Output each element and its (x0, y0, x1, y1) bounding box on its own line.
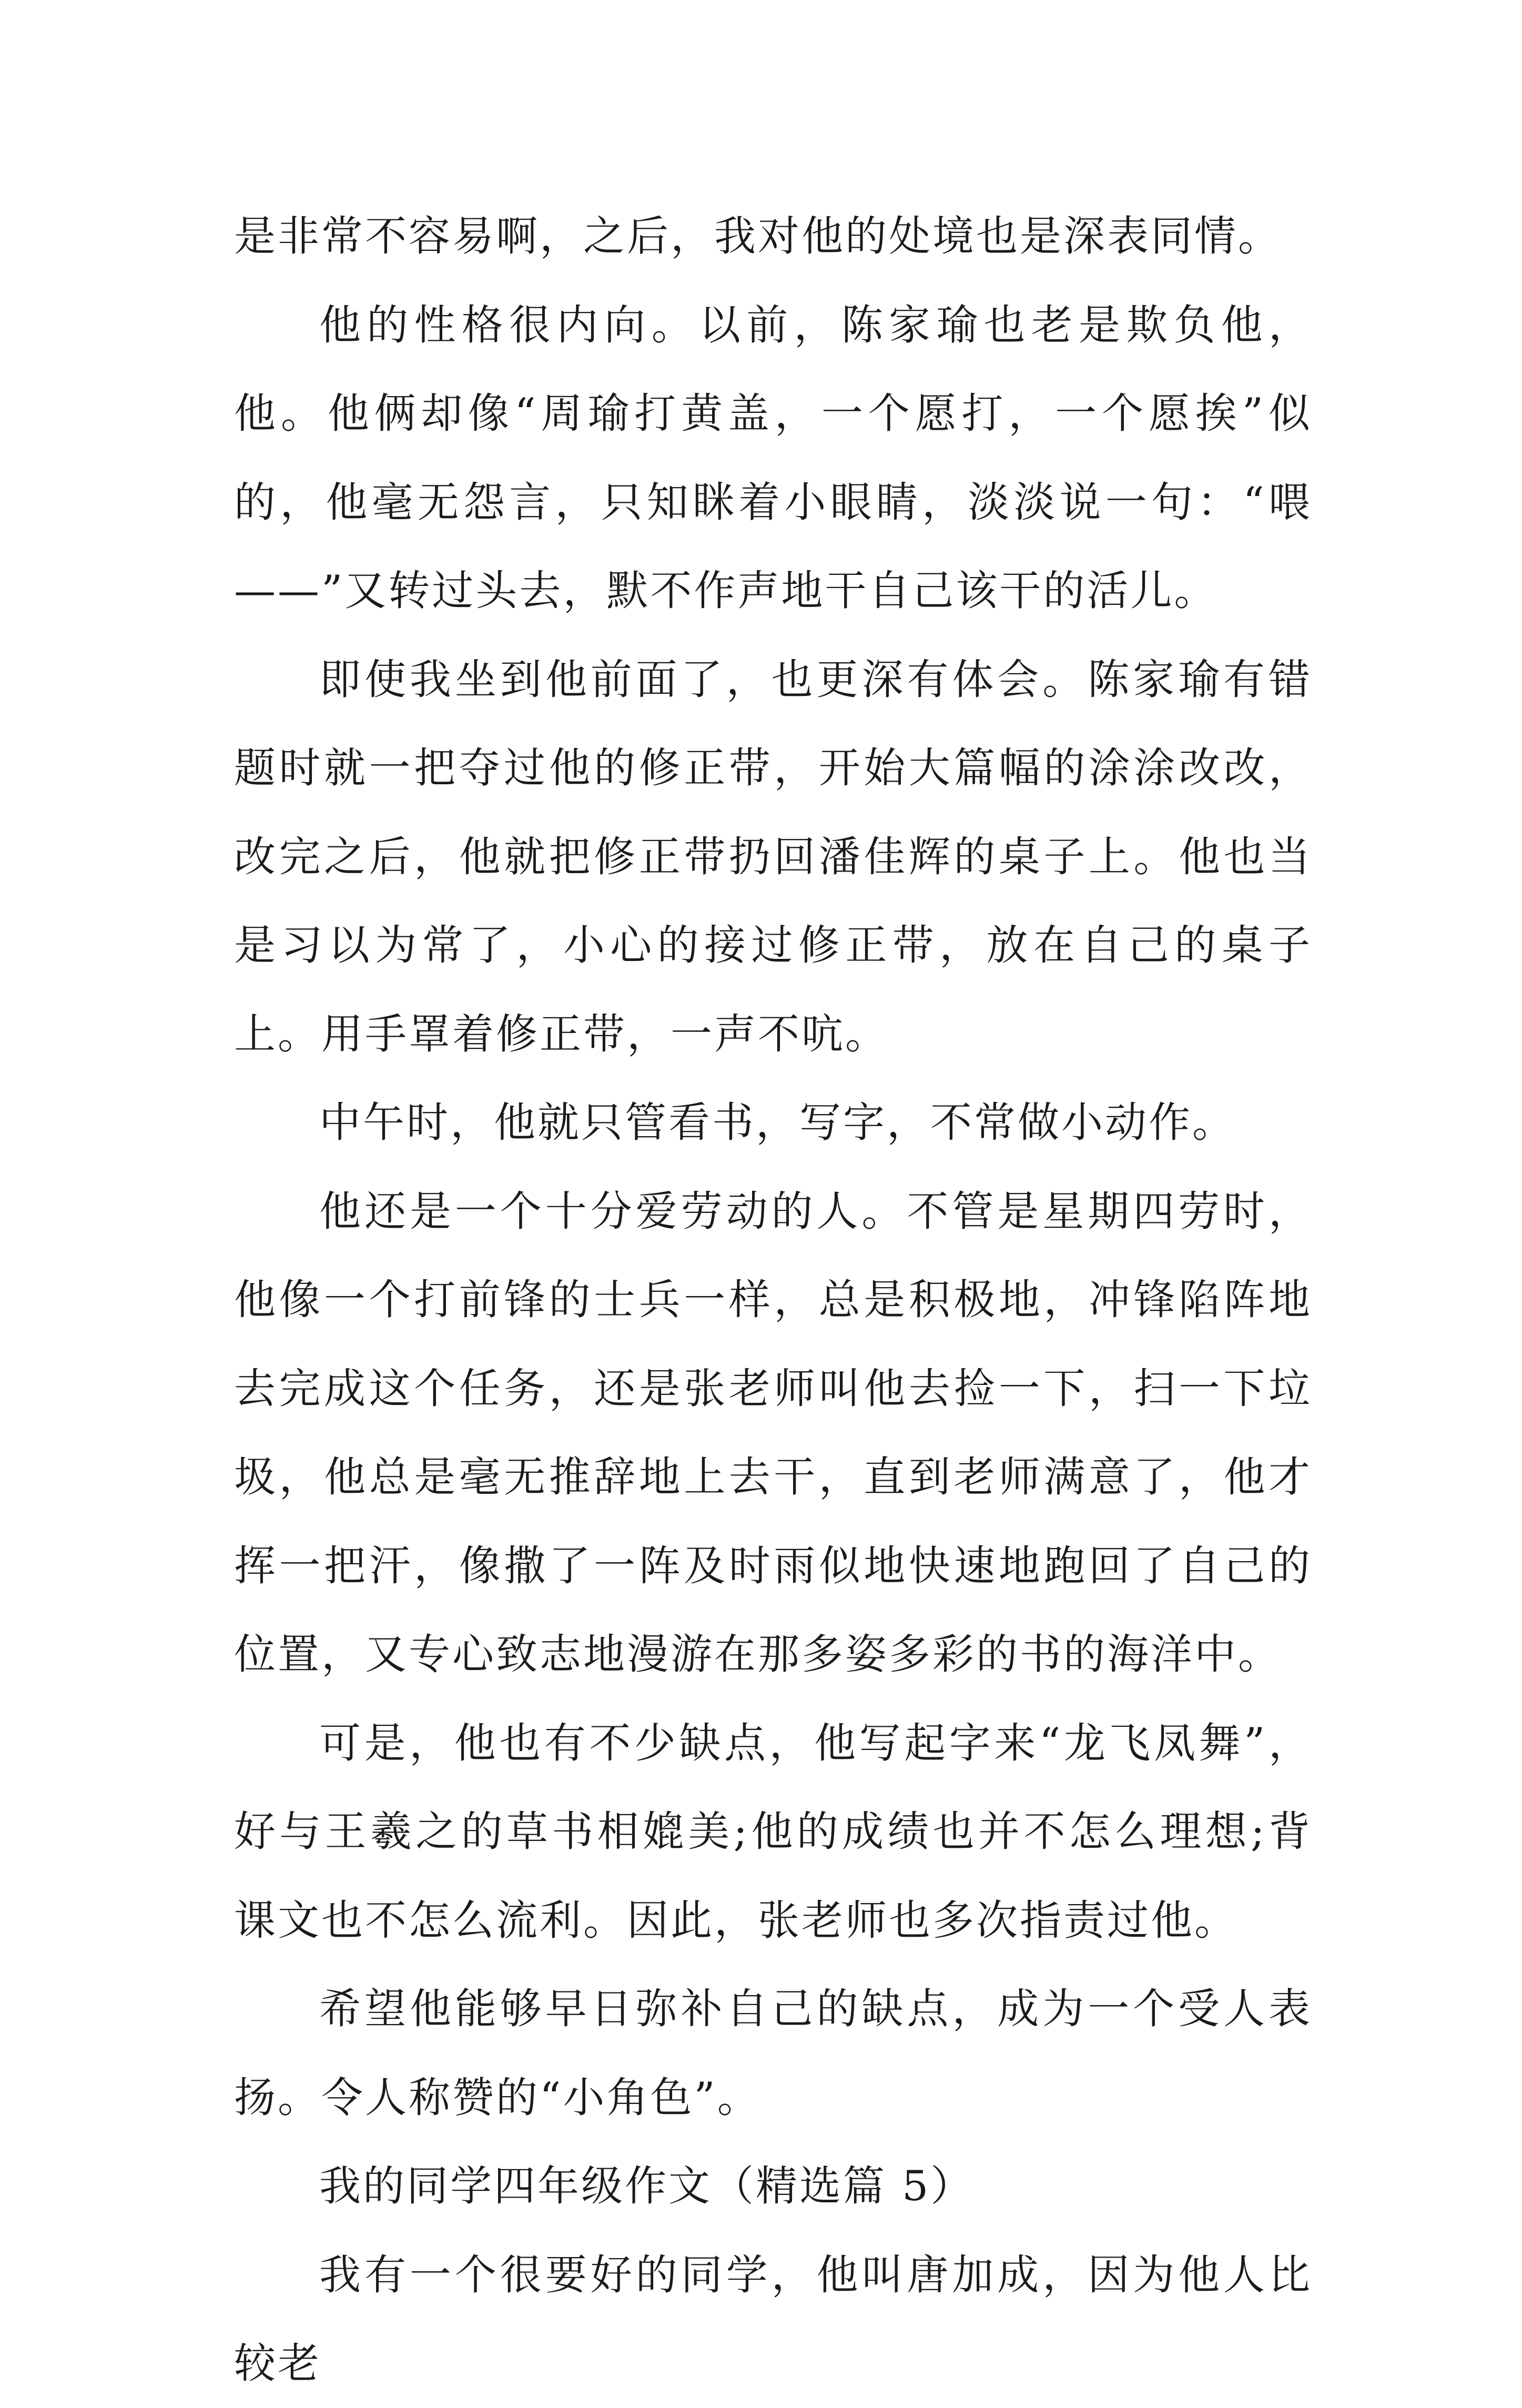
paragraph: 是非常不容易啊，之后，我对他的处境也是深表同情。 (234, 212, 1282, 260)
body-text (234, 192, 1312, 2408)
paragraph: 我有一个很要好的同学，他叫唐加成，因为他人比较老 (234, 2250, 1312, 2387)
paragraph: 希望他能够早日弥补自己的缺点，成为一个受人表扬。令人称赞的“小角色”。 (234, 1985, 1312, 2122)
paragraph: 他的性格很内向。以前，陈家瑜也老是欺负他，他。他俩却像“周瑜打黄盖，一个愿打，一个愿挨”似的，他毫无怨言，只知眯着小眼睛，淡淡说一句：“喂——”又转过头去，默不作声地干自己该干的活儿。 (234, 300, 1312, 615)
section-heading: 我的同学四年级作文（精选篇 5） (319, 2162, 975, 2210)
paragraph: 可是，他也有不少缺点，他写起字来“龙飞凤舞”，好与王羲之的草书相媲美;他的成绩也并不怎么理想;背课文也不怎么流利。因此，张老师也多次指责过他。 (234, 1718, 1312, 1945)
paragraph: 中午时，他就只管看书，写字，不常做小动作。 (319, 1098, 1236, 1147)
paragraph: 即使我坐到他前面了，也更深有体会。陈家瑜有错题时就一把夺过他的修正带，开始大篇幅的涂涂改改，改完之后，他就把修正带扔回潘佳辉的桌子上。他也当是习以为常了，小心的接过修正带，放在自己的桌子上。用手罩着修正带，一声不吭。 (234, 655, 1312, 1058)
paragraph: 他还是一个十分爱劳动的人。不管是星期四劳时，他像一个打前锋的士兵一样，总是积极地，冲锋陷阵地去完成这个任务，还是张老师叫他去捡一下，扫一下垃圾，他总是毫无推辞地上去干，直到老师满意了，他才挥一把汗，像撒了一阵及时雨似地快速地跑回了自己的位置，又专心致志地漫游在那多姿多彩的书的海洋中。 (234, 1187, 1312, 1678)
